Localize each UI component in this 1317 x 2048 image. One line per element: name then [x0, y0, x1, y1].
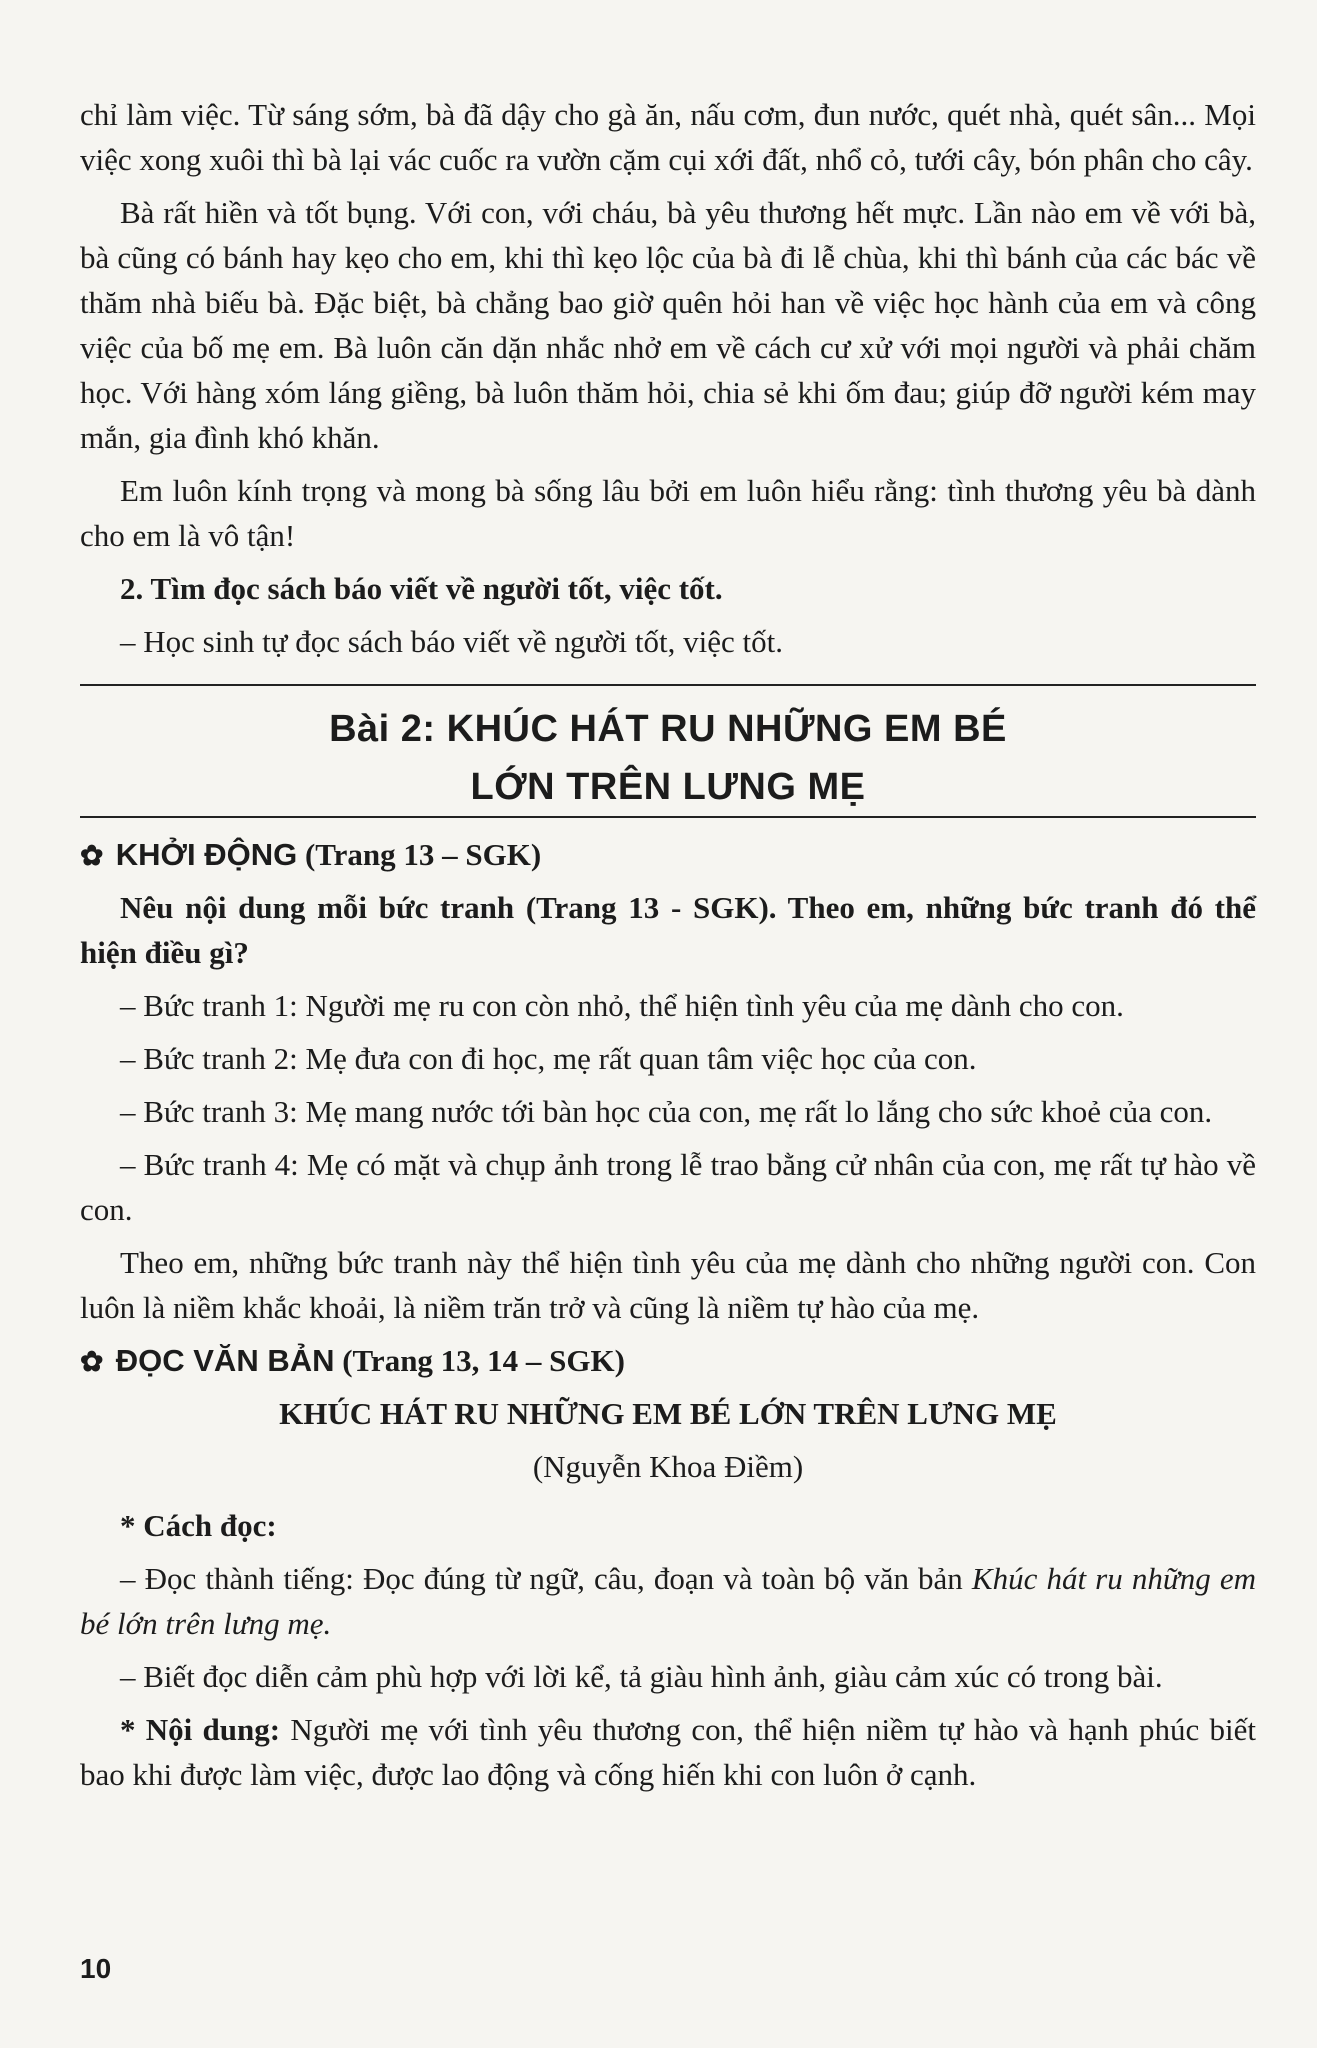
cach-doc-item-1-title: Khúc hát ru những em bé lớn trên lưng mẹ. [80, 1561, 1256, 1641]
page-number: 10 [80, 1953, 112, 1984]
khoi-dong-item-4: – Bức tranh 4: Mẹ có mặt và chụp ảnh trong lễ trao bằng cử nhân của con, mẹ rất tự hào về con. [80, 1147, 1256, 1227]
intro-paragraph-1: chỉ làm việc. Từ sáng sớm, bà đã dậy cho gà ăn, nấu cơm, đun nước, quét nhà, quét sân... Mọi việc xong xuôi thì bà lại vác cuốc ra vườn cặm cụi xới đất, nhổ cỏ, tưới cây, bón phân cho cây. [80, 97, 1256, 177]
noi-dung [80, 1707, 1256, 1797]
khoi-dong-conclusion: Theo em, những bức tranh này thể hiện tình yêu của mẹ dành cho những người con. Con luôn là niềm khắc khoải, là niềm trăn trở và cũng là niềm tự hào của mẹ. [80, 1245, 1256, 1325]
lesson-title-line1: Bài 2: KHÚC HÁT RU NHỮNG EM BÉ [329, 708, 1007, 750]
poem-title: KHÚC HÁT RU NHỮNG EM BÉ LỚN TRÊN LƯNG MẸ [279, 1396, 1057, 1431]
khoi-dong-label: KHỞI ĐỘNG [115, 837, 298, 872]
task2-heading: 2. Tìm đọc sách báo viết về người tốt, việc tốt. [120, 571, 723, 606]
khoi-dong-question: Nêu nội dung mỗi bức tranh (Trang 13 - SGK). Theo em, những bức tranh đó thể hiện điều gì? [80, 890, 1256, 970]
poem-author: (Nguyễn Khoa Điềm) [532, 1449, 804, 1484]
lesson-title-line2: LỚN TRÊN LƯNG MẸ [470, 766, 866, 808]
divider-bottom [80, 816, 1256, 818]
doc-van-ban-label: ĐỌC VĂN BẢN [115, 1343, 335, 1378]
flower-icon: ✿ [80, 1347, 104, 1378]
khoi-dong-item-2: – Bức tranh 2: Mẹ đưa con đi học, mẹ rất quan tâm việc học của con. [120, 1041, 977, 1076]
khoi-dong-item-1: – Bức tranh 1: Người mẹ ru con còn nhỏ, thể hiện tình yêu của mẹ dành cho con. [120, 988, 1124, 1023]
cach-doc-item-2: – Biết đọc diễn cảm phù hợp với lời kể, tả giàu hình ảnh, giàu cảm xúc có trong bài. [120, 1659, 1163, 1694]
task2-answer: – Học sinh tự đọc sách báo viết về người tốt, việc tốt. [120, 624, 783, 659]
divider-top [80, 684, 1256, 686]
intro-paragraph-3: Em luôn kính trọng và mong bà sống lâu bởi em luôn hiểu rằng: tình thương yêu bà dành cho em là vô tận! [80, 473, 1256, 553]
flower-icon: ✿ [80, 841, 104, 872]
doc-van-ban-heading [80, 1338, 1256, 1385]
noi-dung-label: * Nội dung: [120, 1712, 281, 1747]
cach-doc-item-1 [80, 1556, 1256, 1646]
cach-doc-item-1-text: – Đọc thành tiếng: Đọc đúng từ ngữ, câu, đoạn và toàn bộ văn bản [120, 1561, 972, 1596]
intro-paragraph-2: Bà rất hiền và tốt bụng. Với con, với cháu, bà yêu thương hết mực. Lần nào em về với bà, bà cũng có bánh hay kẹo cho em, khi thì kẹo lộc của bà đi lễ chùa, khi thì bánh của các bác về thăm nhà biếu bà. Đặc biệt, bà chẳng bao giờ quên hỏi han về việc học hành của em và công việc của bố mẹ em. Bà luôn căn dặn nhắc nhở em về cách cư xử với mọi người và phải chăm học. Với hàng xóm láng giềng, bà luôn thăm hỏi, chia sẻ khi ốm đau; giúp đỡ người kém may mắn, gia đình khó khăn. [80, 195, 1256, 455]
noi-dung-text: Người mẹ với tình yêu thương con, thể hiện niềm tự hào và hạnh phúc biết bao khi được làm việc, được lao động và cống hiến khi con luôn ở cạnh. [80, 1712, 1256, 1792]
cach-doc-label: * Cách đọc: [120, 1508, 277, 1543]
doc-van-ban-ref: (Trang 13, 14 – SGK) [334, 1343, 625, 1378]
khoi-dong-item-3: – Bức tranh 3: Mẹ mang nước tới bàn học của con, mẹ rất lo lắng cho sức khoẻ của con. [120, 1094, 1213, 1129]
khoi-dong-heading [80, 832, 1256, 879]
page-content [80, 92, 1256, 1805]
khoi-dong-ref: (Trang 13 – SGK) [297, 837, 542, 872]
